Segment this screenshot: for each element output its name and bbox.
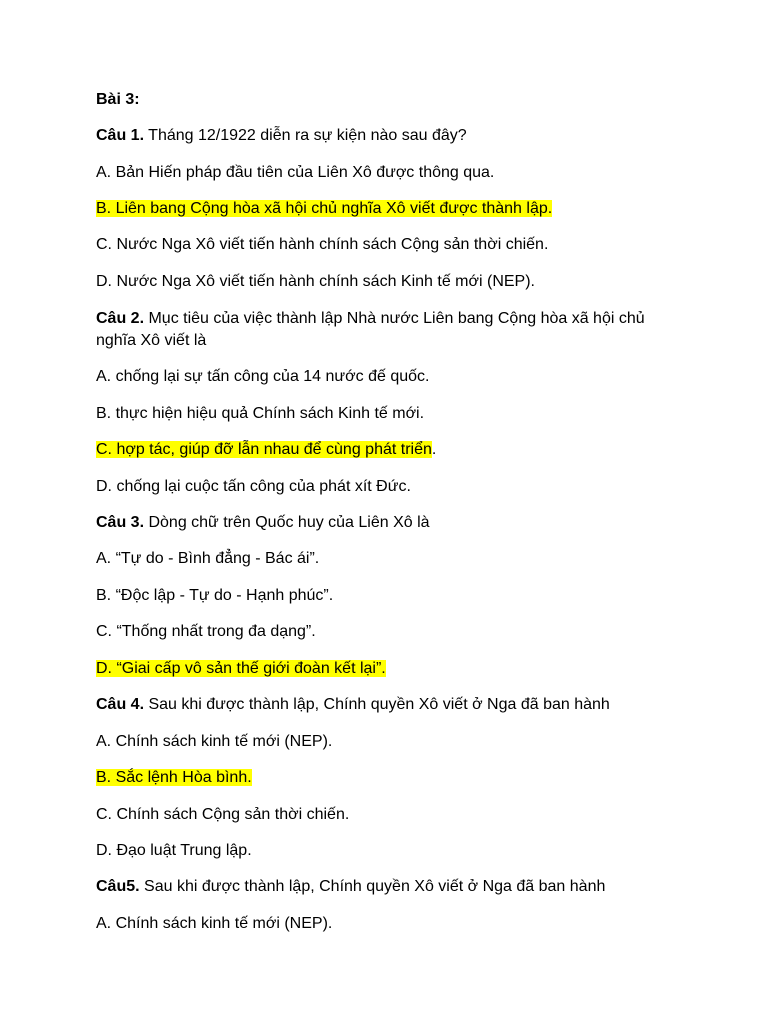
- question-label: Câu5.: [96, 878, 140, 895]
- question-text: Mục tiêu của việc thành lập Nhà nước Liên bang Cộng hòa xã hội chủ nghĩa Xô viết là: [96, 310, 645, 349]
- question-label: Câu 2.: [96, 310, 145, 327]
- answer-option-highlighted: [96, 767, 686, 789]
- answer-highlight: D. “Giai cấp vô sản thế giới đoàn kết lại”.: [96, 660, 386, 677]
- answer-option: A. Chính sách kinh tế mới (NEP).: [96, 733, 333, 750]
- answer-option: B. “Độc lập - Tự do - Hạnh phúc”.: [96, 587, 334, 604]
- answer-option-highlighted: [96, 439, 686, 461]
- answer-option: C. Chính sách Cộng sản thời chiến.: [96, 806, 350, 823]
- answer-highlight: B. Liên bang Cộng hòa xã hội chủ nghĩa Xô viết được thành lập.: [96, 200, 553, 217]
- answer-option: C. “Thống nhất trong đa dạng”.: [96, 623, 316, 640]
- question-text: Sau khi được thành lập, Chính quyền Xô viết ở Nga đã ban hành: [144, 696, 610, 713]
- answer-option: D. Nước Nga Xô viết tiến hành chính sách Kinh tế mới (NEP).: [96, 273, 535, 290]
- answer-option: A. Bản Hiến pháp đầu tiên của Liên Xô được thông qua.: [96, 164, 495, 181]
- answer-highlight: C. hợp tác, giúp đỡ lẫn nhau để cùng phát triển: [96, 441, 432, 458]
- answer-option: C. Nước Nga Xô viết tiến hành chính sách Cộng sản thời chiến.: [96, 236, 549, 253]
- answer-option-highlighted: [96, 658, 686, 680]
- question-2: [96, 308, 686, 352]
- question-4: [96, 694, 686, 716]
- answer-option: D. chống lại cuộc tấn công của phát xít Đức.: [96, 478, 411, 495]
- question-1: [96, 125, 686, 147]
- answer-option: B. thực hiện hiệu quả Chính sách Kinh tế mới.: [96, 405, 425, 422]
- answer-option: A. chống lại sự tấn công của 14 nước đế quốc.: [96, 368, 430, 385]
- answer-option: D. Đạo luật Trung lập.: [96, 842, 252, 859]
- question-5: [96, 876, 686, 898]
- answer-highlight: B. Sắc lệnh Hòa bình.: [96, 769, 252, 786]
- question-label: Câu 3.: [96, 514, 145, 531]
- answer-option: A. Chính sách kinh tế mới (NEP).: [96, 915, 333, 932]
- answer-option: A. “Tự do - Bình đẳng - Bác ái”.: [96, 550, 320, 567]
- answer-trailing-period: .: [431, 441, 437, 458]
- question-3: [96, 512, 686, 534]
- question-label: Câu 4.: [96, 696, 145, 713]
- answer-option-highlighted: [96, 198, 686, 220]
- question-text: Tháng 12/1922 diễn ra sự kiện nào sau đây?: [144, 127, 467, 144]
- question-text: Sau khi được thành lập, Chính quyền Xô viết ở Nga đã ban hành: [139, 878, 606, 895]
- section-heading: Bài 3:: [96, 91, 140, 108]
- question-label: Câu 1.: [96, 127, 145, 144]
- question-text: Dòng chữ trên Quốc huy của Liên Xô là: [144, 514, 430, 531]
